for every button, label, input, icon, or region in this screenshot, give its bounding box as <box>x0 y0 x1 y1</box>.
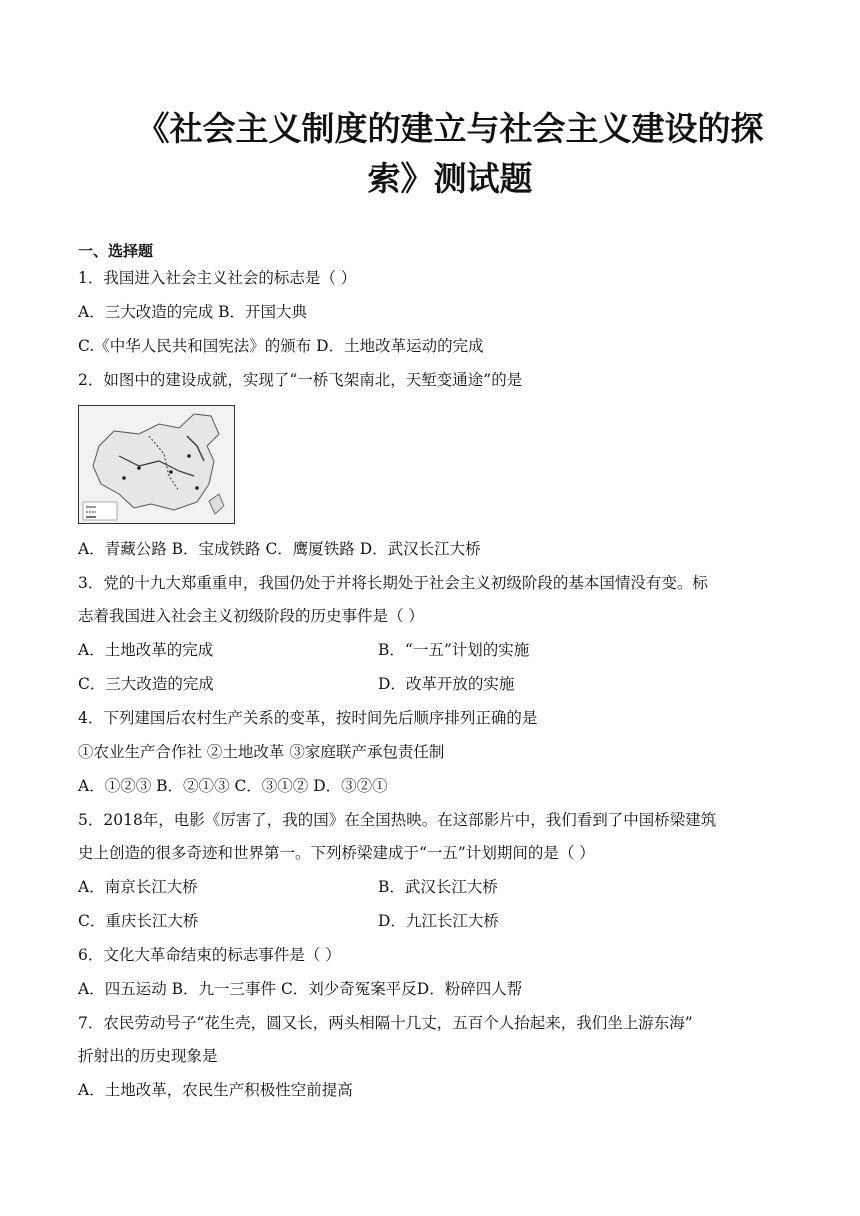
q3-stem-line-1: 3．党的十九大郑重重申，我国仍处于并将长期处于社会主义初级阶段的基本国情没有变。标 <box>78 574 708 592</box>
q3-option-a: A．土地改革的完成 <box>78 641 214 659</box>
q5-stem-line-1: 5．2018年，电影《厉害了，我的国》在全国热映。在这部影片中，我们看到了中国桥梁建筑 <box>78 811 717 829</box>
q4-options: A．①②③ B．②①③ C．③①② D．③②① <box>78 777 388 795</box>
q5-option-a: A．南京长江大桥 <box>78 878 198 896</box>
q3-option-c: C．三大改造的完成 <box>78 675 214 693</box>
q1-stem: 1．我国进入社会主义社会的标志是（ ） <box>78 269 357 287</box>
q1-options-row-1: A．三大改造的完成 B．开国大典 <box>78 303 308 321</box>
title-line-2: 索》测试题 <box>367 159 533 198</box>
document-title <box>100 104 800 204</box>
q4-items: ①农业生产合作社 ②土地改革 ③家庭联产承包责任制 <box>78 743 445 761</box>
q3-options-row-2 <box>78 674 515 694</box>
q5-options-row-2 <box>78 911 499 931</box>
q6-options: A．四五运动 B．九一三事件 C．刘少奇冤案平反D．粉碎四人帮 <box>78 980 523 998</box>
q5-option-b: B．武汉长江大桥 <box>378 878 498 896</box>
q3-options-row-1 <box>78 640 530 660</box>
section-heading: 一、选择题 <box>78 242 154 260</box>
q2-stem: 2．如图中的建设成就，实现了“一桥飞架南北，天堑变通途”的是 <box>78 371 523 389</box>
q7-stem-line-2: 折射出的历史现象是 <box>78 1047 218 1065</box>
q4-stem: 4．下列建国后农村生产关系的变革，按时间先后顺序排列正确的是 <box>78 709 538 727</box>
q5-option-d: D．九江长江大桥 <box>378 912 499 930</box>
q7-option-a: A．土地改革，农民生产积极性空前提高 <box>78 1081 353 1099</box>
q3-option-d: D．改革开放的实施 <box>378 675 515 693</box>
q5-options-row-1 <box>78 877 498 897</box>
q3-stem-line-2: 志着我国进入社会主义初级阶段的历史事件是（ ） <box>78 607 424 625</box>
q3-option-b: B．“一五”计划的实施 <box>378 641 530 659</box>
map-illustration <box>79 406 234 523</box>
title-line-1: 《社会主义制度的建立与社会主义建设的探 <box>136 109 764 148</box>
q7-stem-line-1: 7．农民劳动号子“花生壳，圆又长，两头相隔十几丈，五百个人抬起来，我们坐上游东海” <box>78 1014 693 1032</box>
q6-stem: 6．文化大革命结束的标志事件是（ ） <box>78 946 341 964</box>
q1-options-row-2: C.《中华人民共和国宪法》的颁布 D．土地改革运动的完成 <box>78 337 484 355</box>
q2-options: A．青藏公路 B．宝成铁路 C．鹰厦铁路 D．武汉长江大桥 <box>78 540 481 558</box>
china-map-figure <box>78 405 235 524</box>
q5-stem-line-2: 史上创造的很多奇迹和世界第一。下列桥梁建成于“一五”计划期间的是（ ） <box>78 844 595 862</box>
q5-option-c: C．重庆长江大桥 <box>78 912 199 930</box>
